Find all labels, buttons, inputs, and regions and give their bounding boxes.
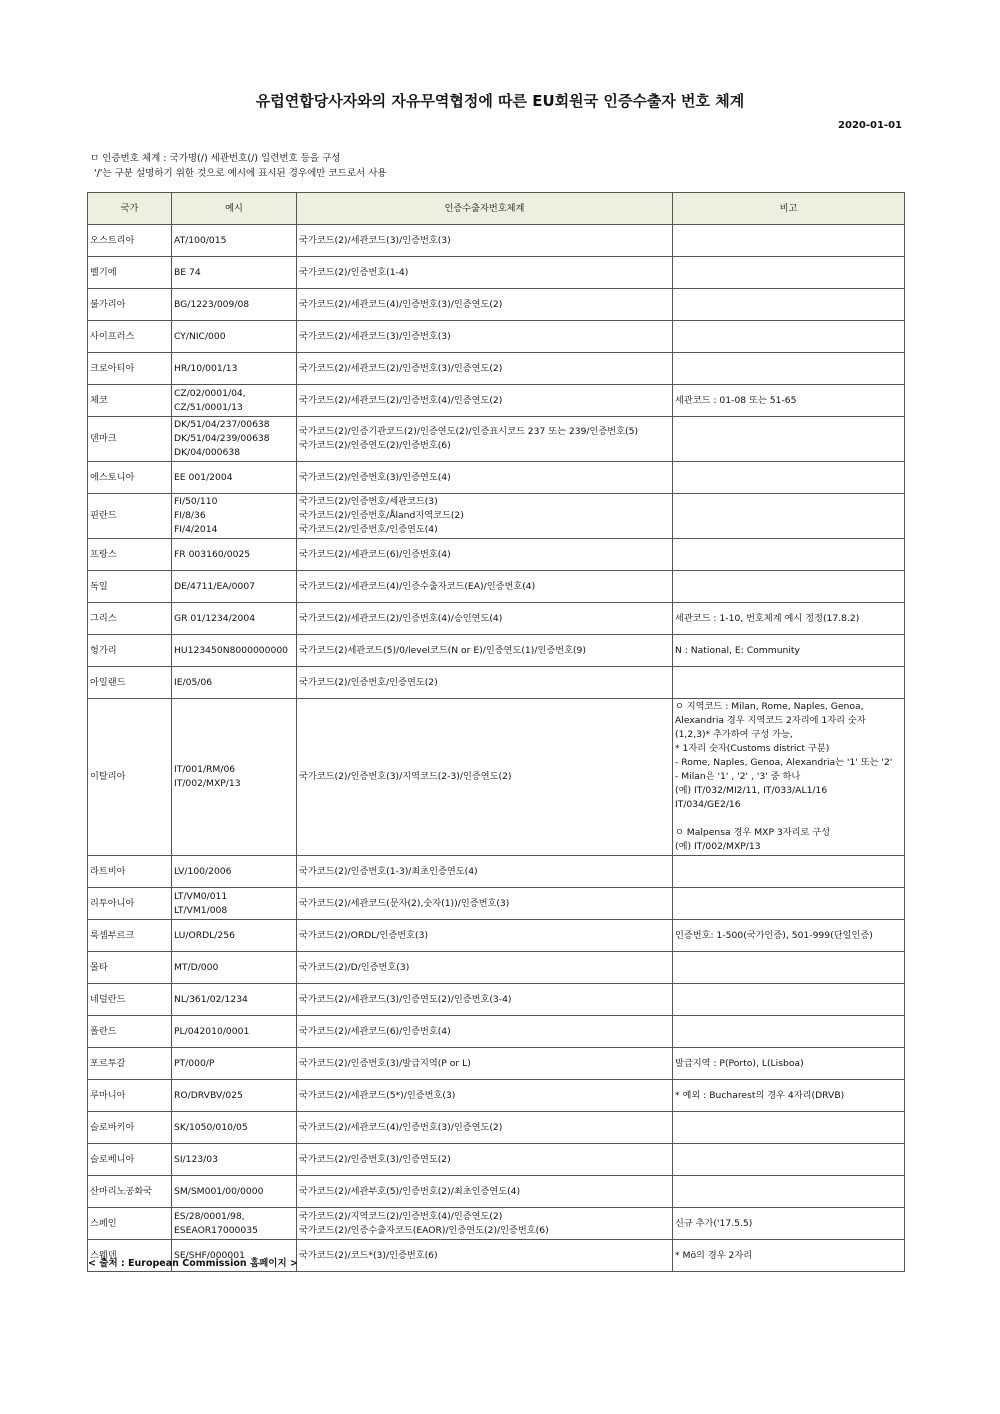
cell-line: 국가코드(2)/인증번호(1-3)/최초인증연도(4)	[299, 865, 478, 877]
example-cell	[172, 571, 297, 603]
country-cell: 폴란드	[88, 1016, 172, 1048]
cell-line: 국가코드(2)/인증번호(3)/발급지역(P or L)	[299, 1057, 471, 1069]
system-cell	[297, 1048, 673, 1080]
system-cell	[297, 603, 673, 635]
cell-line: 국가코드(2)/인증번호/인증연도(4)	[299, 524, 438, 535]
note-cell	[673, 856, 905, 888]
system-cell	[297, 635, 673, 667]
cell-line: ESEAOR17000035	[174, 1224, 258, 1236]
table-row	[88, 1048, 905, 1080]
note-cell	[673, 635, 905, 667]
cell-line: LT/VM1/008	[174, 904, 228, 916]
cell-line: DK/51/04/239/00638	[174, 433, 270, 444]
note-cell	[673, 353, 905, 385]
cell-line: * Mö의 경우 2자리	[675, 1249, 753, 1261]
country-cell: 사이프러스	[88, 321, 172, 353]
cell-line: 국가코드(2)/세관코드(4)/인증번호(3)/인증연도(2)	[299, 298, 503, 310]
cell-line: 세관코드 : 1-10, 번호체계 예시 정정(17.8.2)	[675, 612, 860, 624]
system-cell	[297, 257, 673, 289]
system-cell	[297, 984, 673, 1016]
example-cell	[172, 699, 297, 856]
cell-line: LT/VM0/011	[174, 890, 228, 902]
cell-line: CZ/51/0001/13	[174, 401, 243, 413]
table-row	[88, 920, 905, 952]
cell-line: 국가코드(2)/인증수출자코드(EAOR)/인증연도(2)/인증번호(6)	[299, 1224, 549, 1236]
cell-line: FR 003160/0025	[174, 548, 251, 560]
example-cell	[172, 856, 297, 888]
cell-line: SM/SM001/00/0000	[174, 1185, 264, 1197]
cell-line: IT/002/MXP/13	[174, 778, 241, 789]
example-cell	[172, 603, 297, 635]
cell-line: 국가코드(2)/세관코드(3)/인증번호(3)	[299, 330, 451, 342]
system-cell	[297, 888, 673, 920]
cell-line: AT/100/015	[174, 234, 227, 246]
source-citation: < 출처 : European Commission 홈페이지 >	[88, 1258, 298, 1269]
table-row	[88, 257, 905, 289]
cell-line: 국가코드(2)/인증번호/세관코드(3)	[299, 496, 438, 507]
system-cell	[297, 539, 673, 571]
country-cell: 룩셈부르크	[88, 920, 172, 952]
cell-line: 국가코드(2)/인증기관코드(2)/인증연도(2)/인증표시코드 237 또는 239/인증번호(5)	[299, 426, 639, 437]
cell-line: 국가코드(2)/인증번호(3)/인증연도(4)	[299, 471, 451, 483]
table-row	[88, 1144, 905, 1176]
table-row	[88, 1208, 905, 1240]
cell-line: CZ/02/0001/04,	[174, 387, 246, 399]
country-cell: 불가리아	[88, 289, 172, 321]
cell-line: LU/ORDL/256	[174, 929, 235, 941]
cell-line: 국가코드(2)/세관코드(5*)/인증번호(3)	[299, 1089, 456, 1101]
example-cell	[172, 635, 297, 667]
note-cell	[673, 603, 905, 635]
country-cell: 벨기에	[88, 257, 172, 289]
system-cell	[297, 321, 673, 353]
country-cell: 프랑스	[88, 539, 172, 571]
cell-line: N : National, E: Community	[675, 644, 800, 656]
cell-line: FI/4/2014	[174, 524, 218, 535]
table-row	[88, 571, 905, 603]
note-line: ㅁ 인증번호 체계 : 국가명(/) 세관번호(/) 일련번호 등을 구성	[90, 153, 341, 164]
note-cell	[673, 385, 905, 417]
table-row	[88, 984, 905, 1016]
country-cell: 네덜란드	[88, 984, 172, 1016]
example-cell	[172, 1144, 297, 1176]
example-cell	[172, 353, 297, 385]
note-cell	[673, 1048, 905, 1080]
system-cell	[297, 952, 673, 984]
note-cell	[673, 952, 905, 984]
country-cell: 오스트리아	[88, 225, 172, 257]
cell-line: 국가코드(2)/세관코드(문자(2),숫자(1))/인증번호(3)	[299, 897, 510, 909]
example-cell	[172, 667, 297, 699]
country-cell: 핀란드	[88, 494, 172, 539]
cell-line: 국가코드(2)/인증연도(2)/인증번호(6)	[299, 440, 451, 451]
example-cell	[172, 888, 297, 920]
example-cell	[172, 385, 297, 417]
cell-line: HR/10/001/13	[174, 362, 238, 374]
cell-line: SE/SHF/000001	[174, 1249, 245, 1261]
note-cell	[673, 1144, 905, 1176]
certified-exporter-table	[87, 192, 905, 1272]
example-cell	[172, 1176, 297, 1208]
country-cell: 헝가리	[88, 635, 172, 667]
cell-line: CY/NIC/000	[174, 330, 226, 342]
country-cell: 아일랜드	[88, 667, 172, 699]
country-cell: 스페인	[88, 1208, 172, 1240]
country-cell: 슬로베니아	[88, 1144, 172, 1176]
system-cell	[297, 667, 673, 699]
note-cell	[673, 1240, 905, 1272]
country-cell: 슬로바키아	[88, 1112, 172, 1144]
page-title: 유럽연합당사자와의 자유무역협정에 따른 EU회원국 인증수출자 번호 체계	[255, 92, 745, 110]
country-cell: 스웨덴	[88, 1240, 172, 1272]
note-cell	[673, 888, 905, 920]
country-cell: 독일	[88, 571, 172, 603]
country-cell: 포르투갈	[88, 1048, 172, 1080]
header-note: 비고	[673, 193, 905, 225]
cell-line: SI/123/03	[174, 1153, 218, 1165]
note-cell	[673, 494, 905, 539]
country-cell: 루마니아	[88, 1080, 172, 1112]
cell-line: BE 74	[174, 266, 201, 278]
table-row	[88, 952, 905, 984]
table-row	[88, 699, 905, 856]
cell-line: * 예외 : Bucharest의 경우 4자리(DRVB)	[675, 1089, 845, 1101]
cell-line: 국가코드(2)/세관코드(3)/인증번호(3)	[299, 234, 451, 246]
cell-line: (예) IT/032/MI2/11, IT/033/AL1/16	[675, 785, 828, 796]
cell-line: LV/100/2006	[174, 865, 232, 877]
example-cell	[172, 257, 297, 289]
cell-line	[675, 812, 902, 826]
header-system: 인증수출자번호체계	[297, 193, 673, 225]
country-cell: 리투아니아	[88, 888, 172, 920]
table-row	[88, 1176, 905, 1208]
country-cell: 에스토니아	[88, 462, 172, 494]
cell-line: 국가코드(2)/ORDL/인증번호(3)	[299, 929, 429, 941]
note-cell	[673, 225, 905, 257]
note-cell	[673, 417, 905, 462]
example-cell	[172, 1048, 297, 1080]
note-cell	[673, 984, 905, 1016]
cell-line: SK/1050/010/05	[174, 1121, 248, 1133]
cell-line: 국가코드(2)/인증번호(1-4)	[299, 266, 409, 278]
cell-line: 세관코드 : 01-08 또는 51-65	[675, 394, 797, 406]
cell-line: ㅇ Malpensa 경우 MXP 3자리로 구성	[675, 827, 831, 838]
table-row	[88, 417, 905, 462]
cell-line: 국가코드(2)/코드*(3)/인증번호(6)	[299, 1249, 438, 1261]
note-cell	[673, 1208, 905, 1240]
note-cell	[673, 1176, 905, 1208]
cell-line: 국가코드(2)/세관부호(5)/인증번호(2)/최초인증연도(4)	[299, 1185, 521, 1197]
system-cell	[297, 462, 673, 494]
system-cell	[297, 417, 673, 462]
example-cell	[172, 321, 297, 353]
system-cell	[297, 699, 673, 856]
country-cell: 이탈리아	[88, 699, 172, 856]
table-row	[88, 888, 905, 920]
example-cell	[172, 462, 297, 494]
cell-line: 국가코드(2)/세관코드(2)/인증번호(4)/승인연도(4)	[299, 612, 503, 624]
note-cell	[673, 462, 905, 494]
example-cell	[172, 494, 297, 539]
system-cell	[297, 1144, 673, 1176]
table-row	[88, 667, 905, 699]
cell-line: PL/042010/0001	[174, 1025, 250, 1037]
header-country: 국가	[88, 193, 172, 225]
cell-line: 국가코드(2)/D/인증번호(3)	[299, 961, 410, 973]
cell-line: 국가코드(2)/인증번호/인증연도(2)	[299, 676, 438, 688]
cell-line: 국가코드(2)/세관코드(4)/인증번호(3)/인증연도(2)	[299, 1121, 503, 1133]
table-row	[88, 462, 905, 494]
header-example: 예시	[172, 193, 297, 225]
country-cell: 체코	[88, 385, 172, 417]
cell-line: 국가코드(2)/세관코드(2)/인증번호(4)/인증연도(2)	[299, 394, 503, 406]
example-cell	[172, 417, 297, 462]
country-cell: 크로아티아	[88, 353, 172, 385]
table-row	[88, 1080, 905, 1112]
cell-line: (예) IT/002/MXP/13	[675, 841, 761, 852]
note-line: '/'는 구분 설명하기 위한 것으로 예시에 표시된 경우에만 코드로서 사용	[94, 168, 387, 179]
cell-line: 국가코드(2)/세관코드(2)/인증번호(3)/인증연도(2)	[299, 362, 503, 374]
cell-line: Alexandria 경우 지역코드 2자리에 1자리 숫자	[675, 715, 866, 726]
cell-line: 국가코드(2)/세관코드(6)/인증번호(4)	[299, 1025, 451, 1037]
example-cell	[172, 225, 297, 257]
cell-line: DK/04/000638	[174, 447, 241, 458]
country-cell: 그리스	[88, 603, 172, 635]
note-cell	[673, 321, 905, 353]
system-cell	[297, 1016, 673, 1048]
table-row	[88, 289, 905, 321]
note-cell	[673, 1112, 905, 1144]
table-row	[88, 539, 905, 571]
note-cell	[673, 257, 905, 289]
system-cell	[297, 353, 673, 385]
cell-line: 국가코드(2)/세관코드(3)/인증연도(2)/인증번호(3-4)	[299, 993, 512, 1005]
table-row	[88, 1112, 905, 1144]
system-cell	[297, 1208, 673, 1240]
cell-line: NL/361/02/1234	[174, 993, 248, 1005]
cell-line: FI/50/110	[174, 496, 218, 507]
example-cell	[172, 1112, 297, 1144]
example-cell	[172, 984, 297, 1016]
note-cell	[673, 1016, 905, 1048]
cell-line: - Rome, Naples, Genoa, Alexandria는 '1' 또는 '2'	[675, 757, 893, 768]
example-cell	[172, 289, 297, 321]
note-cell	[673, 539, 905, 571]
table-row	[88, 1016, 905, 1048]
system-cell	[297, 920, 673, 952]
system-cell	[297, 1240, 673, 1272]
document-date: 2020-01-01	[838, 120, 902, 131]
cell-line: 국가코드(2)/지역코드(2)/인증번호(4)/인증연도(2)	[299, 1210, 503, 1222]
country-cell: 덴마크	[88, 417, 172, 462]
example-cell	[172, 952, 297, 984]
note-cell	[673, 699, 905, 856]
cell-line: BG/1223/009/08	[174, 298, 250, 310]
table-row	[88, 225, 905, 257]
table-row	[88, 856, 905, 888]
cell-line: RO/DRVBV/025	[174, 1089, 243, 1101]
table-header-row	[88, 193, 905, 225]
cell-line: MT/D/000	[174, 961, 219, 973]
note-cell	[673, 571, 905, 603]
country-cell: 라트비아	[88, 856, 172, 888]
system-cell	[297, 225, 673, 257]
table-row	[88, 635, 905, 667]
system-cell	[297, 571, 673, 603]
country-cell: 몰타	[88, 952, 172, 984]
cell-line: DE/4711/EA/0007	[174, 580, 256, 592]
cell-line: * 1자리 숫자(Customs district 구분)	[675, 743, 830, 754]
cell-line: ES/28/0001/98,	[174, 1210, 245, 1222]
cell-line: IT/034/GE2/16	[675, 799, 741, 810]
example-cell	[172, 1208, 297, 1240]
country-cell: 산마리노공화국	[88, 1176, 172, 1208]
example-cell	[172, 1080, 297, 1112]
table-row	[88, 603, 905, 635]
cell-line: 국가코드(2)/인증번호/Åland지역코드(2)	[299, 510, 464, 521]
example-cell	[172, 1016, 297, 1048]
cell-line: 국가코드(2)세관코드(5)/0/level코드(N or E)/인증연도(1)/인증번호(9)	[299, 644, 586, 656]
cell-line: HU123450N8000000000	[174, 644, 289, 656]
example-cell	[172, 920, 297, 952]
cell-line: FI/8/36	[174, 510, 206, 521]
cell-line: - Milan은 '1' , '2' , '3' 중 하나	[675, 771, 801, 782]
cell-line: 국가코드(2)/세관코드(6)/인증번호(4)	[299, 548, 451, 560]
system-cell	[297, 1112, 673, 1144]
system-cell	[297, 856, 673, 888]
table-row	[88, 385, 905, 417]
table-row	[88, 494, 905, 539]
cell-line: (1,2,3)* 추가하여 구성 가능,	[675, 729, 793, 740]
cell-line: 국가코드(2)/세관코드(4)/인증수출자코드(EA)/인증번호(4)	[299, 580, 536, 592]
cell-line: 국가코드(2)/인증번호(3)/인증연도(2)	[299, 1153, 451, 1165]
note-cell	[673, 920, 905, 952]
cell-line: 신규 추가('17.5.5)	[675, 1217, 753, 1229]
cell-line: IE/05/06	[174, 676, 213, 688]
cell-line: PT/000/P	[174, 1057, 215, 1069]
note-cell	[673, 1080, 905, 1112]
cell-line: 발급지역 : P(Porto), L(Lisboa)	[675, 1057, 804, 1069]
note-cell	[673, 667, 905, 699]
system-cell	[297, 1080, 673, 1112]
cell-line: EE 001/2004	[174, 471, 233, 483]
system-cell	[297, 1176, 673, 1208]
table-row	[88, 353, 905, 385]
example-cell	[172, 539, 297, 571]
system-cell	[297, 494, 673, 539]
table-body	[88, 225, 905, 1272]
cell-line: DK/51/04/237/00638	[174, 419, 270, 430]
table-row	[88, 321, 905, 353]
cell-line: 국가코드(2)/인증번호(3)/지역코드(2-3)/인증연도(2)	[299, 771, 512, 782]
cell-line: 인증번호: 1-500(국가인증), 501-999(단일인증)	[675, 929, 873, 941]
note-cell	[673, 289, 905, 321]
cell-line: ㅇ 지역코드 : Milan, Rome, Naples, Genoa,	[675, 701, 864, 712]
system-cell	[297, 385, 673, 417]
system-cell	[297, 289, 673, 321]
cell-line: IT/001/RM/06	[174, 764, 236, 775]
notes	[90, 151, 387, 181]
cell-line: GR 01/1234/2004	[174, 612, 256, 624]
